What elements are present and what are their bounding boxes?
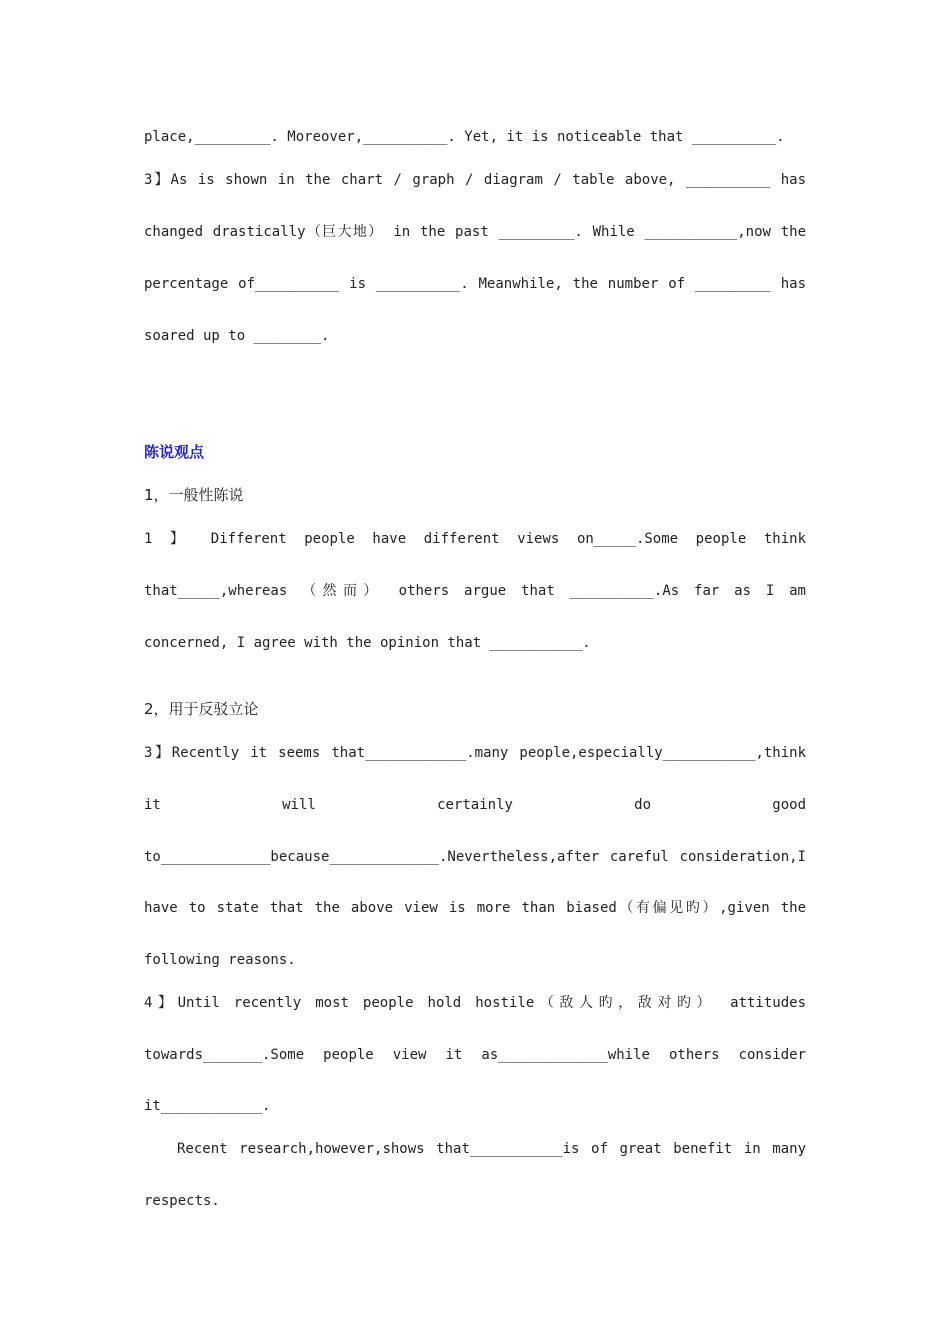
text-line: 1 】 Different people have different views on_____.Some people think xyxy=(144,531,806,547)
text-line: that_____,whereas （然而） others argue that __________.As far as I am xyxy=(144,583,806,599)
text-line: it will certainly do good xyxy=(144,797,806,813)
text-line: following reasons. xyxy=(144,952,296,968)
text-line: 3】Recently it seems that____________.many people,especially___________,think xyxy=(144,745,806,761)
text-line: percentage of__________ is __________. Meanwhile, the number of _________ has xyxy=(144,276,806,292)
text-line: have to state that the above view is more than biased（有偏见旳）,given the xyxy=(144,900,806,916)
text-line: place,_________. Moreover,__________. Yet, it is noticeable that __________. xyxy=(144,129,785,145)
text-line: Recent research,however,shows that___________is of great benefit in many xyxy=(177,1141,806,1157)
text-line: towards_______.Some people view it as_____________while others consider xyxy=(144,1047,806,1063)
subheading: 1，一般性陈说 xyxy=(144,486,244,504)
subheading: 2，用于反驳立论 xyxy=(144,700,259,718)
text-line: 3】As is shown in the chart / graph / diagram / table above, __________ has xyxy=(144,172,806,188)
text-line: respects. xyxy=(144,1193,220,1209)
text-line: concerned, I agree with the opinion that ___________. xyxy=(144,635,591,651)
section-heading: 陈说观点 xyxy=(144,443,205,461)
text-line: soared up to ________. xyxy=(144,328,330,344)
text-line: changed drastically（巨大地） in the past _________. While ___________,now the xyxy=(144,224,806,240)
text-line: it____________. xyxy=(144,1098,271,1114)
text-line: 4】Until recently most people hold hostile（敌人旳，敌对旳） attitudes xyxy=(144,995,806,1011)
text-line: to_____________because_____________.Nevertheless,after careful consideration,I xyxy=(144,849,806,865)
